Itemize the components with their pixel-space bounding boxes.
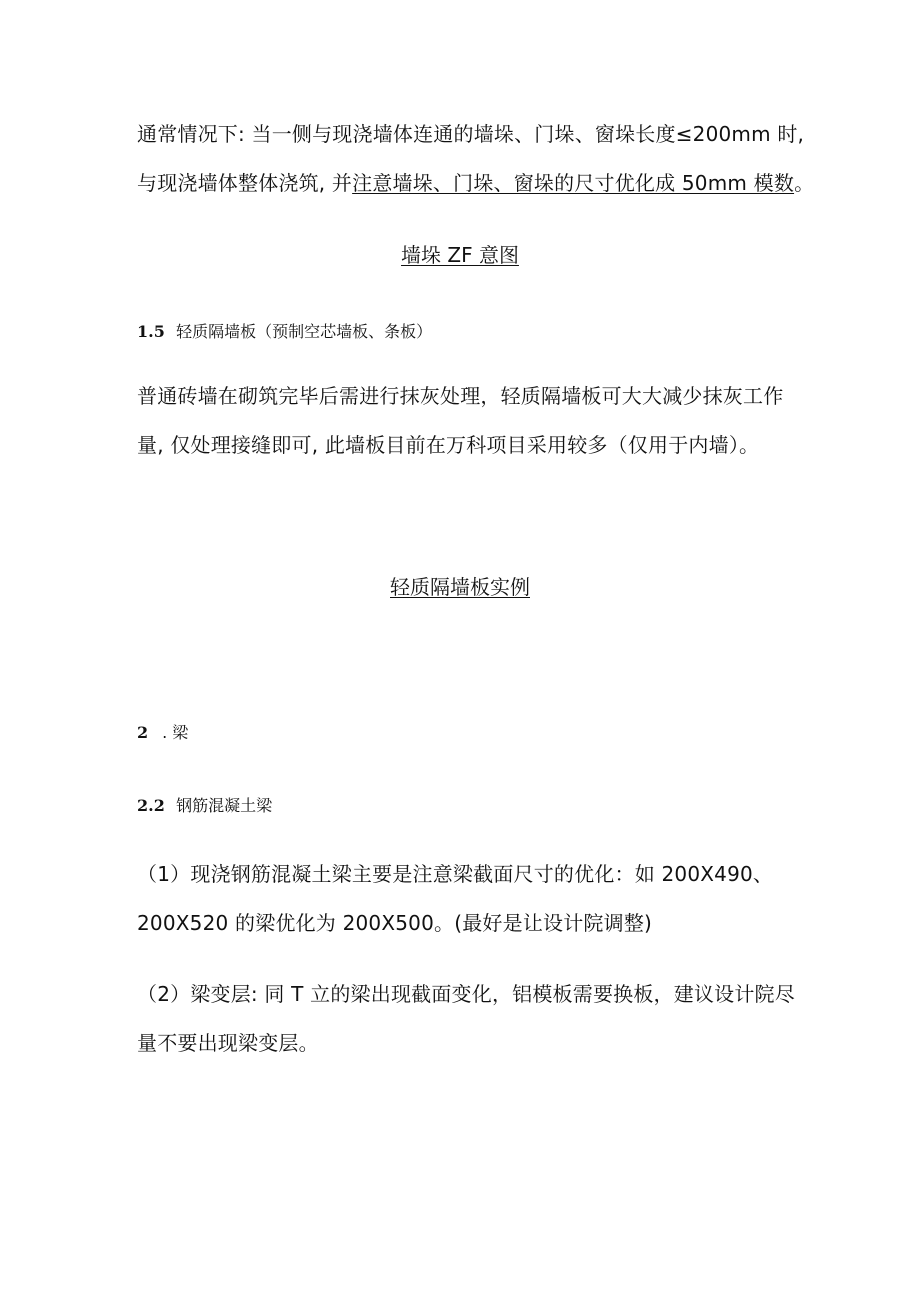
paragraph-1-line-2-end: 。 — [794, 171, 815, 195]
figure-caption-wall-pier-text: 墙垛 ZF 意图 — [401, 243, 519, 267]
section-number: 2.2 — [137, 796, 165, 815]
figure-caption-partition-board — [0, 573, 920, 601]
section-number: 1.5 — [137, 322, 165, 341]
section-title: 钢筋混凝土梁 — [176, 796, 273, 815]
item-1-line-1: （1）现浇钢筋混凝土梁主要是注意梁截面尺寸的优化：如 200X490、 — [137, 862, 774, 886]
section-title: . 梁 — [162, 723, 189, 742]
item-2-line-1: （2）梁变层: 同 T 立的梁出现截面变化，铝模板需要换板，建议设计院尽 — [137, 982, 795, 1006]
paragraph-1-underlined-text: 注意墙垛、门垛、窗垛的尺寸优化成 50mm 模数 — [352, 171, 795, 195]
figure-caption-wall-pier — [0, 241, 920, 269]
item-2-line-2: 量不要出现梁变层。 — [137, 1031, 319, 1055]
paragraph-2-line-1: 普通砖墙在砌筑完毕后需进行抹灰处理，轻质隔墙板可大大减少抹灰工作 — [137, 384, 784, 408]
paragraph-2-line-2: 量, 仅处理接缝即可, 此墙板目前在万科项目采用较多（仅用于内墙）。 — [137, 433, 760, 457]
item-1-line-2: 200X520 的梁优化为 200X500。(最好是让设计院调整) — [137, 911, 653, 935]
paragraph-1-line-2 — [137, 169, 814, 197]
paragraph-1-line-2-plain: 与现浇墙体整体浇筑, 并 — [137, 171, 353, 195]
paragraph-1-line-1: 通常情况下: 当一侧与现浇墙体连通的墙垛、门垛、窗垛长度≤200mm 时, — [137, 122, 805, 146]
section-title: 轻质隔墙板（预制空芯墙板、条板） — [176, 322, 433, 341]
section-heading-2 — [137, 722, 188, 744]
section-number: 2 — [137, 723, 149, 742]
section-heading-2-2 — [137, 795, 272, 817]
section-heading-1-5 — [137, 321, 432, 343]
figure-caption-partition-board-text: 轻质隔墙板实例 — [390, 575, 530, 599]
